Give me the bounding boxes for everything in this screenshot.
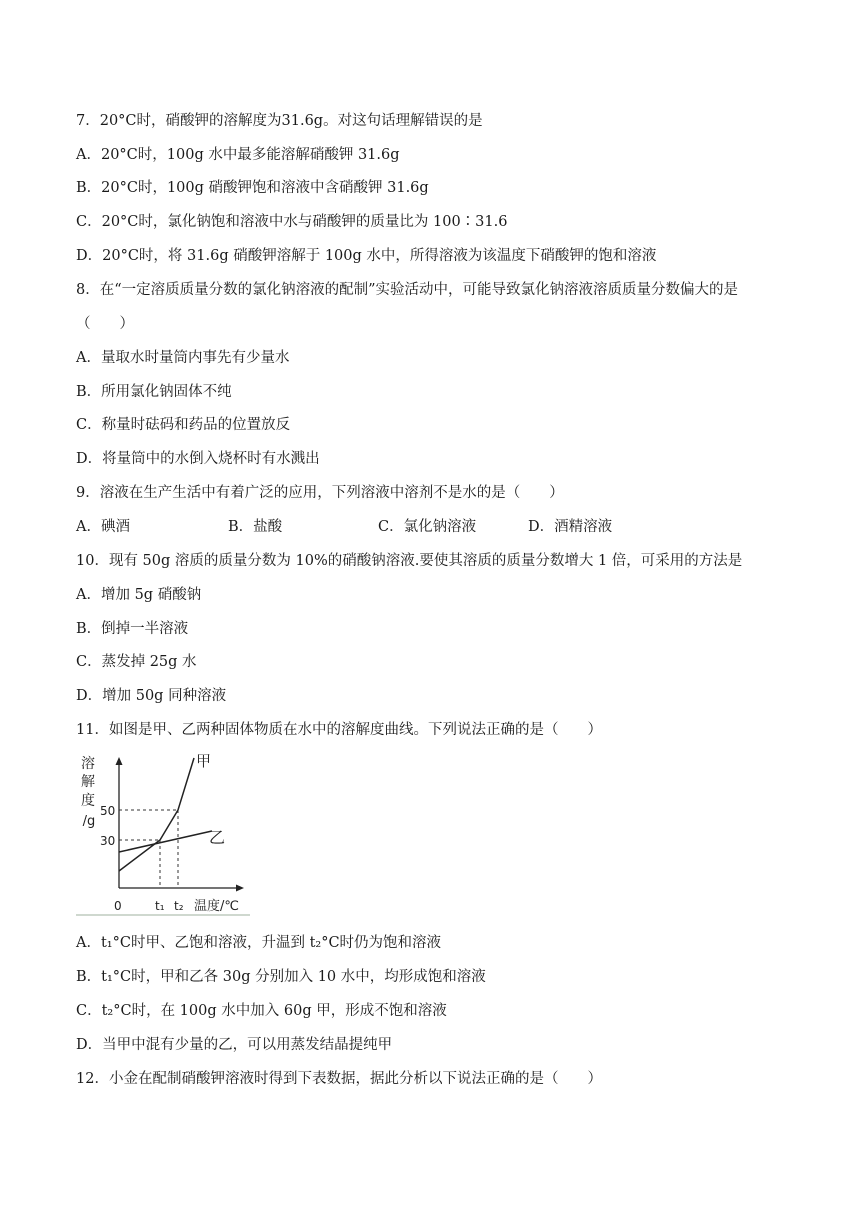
q9-option-b: B．盐酸	[228, 519, 283, 535]
q9-option-a: A．碘酒	[76, 519, 130, 535]
y-tick-30: 30	[100, 834, 116, 848]
q8-option-b: B．所用氯化钠固体不纯	[76, 384, 232, 400]
q7-option-c: C．20°C时，氯化钠饱和溶液中水与硝酸钾的质量比为 100∶31.6	[76, 214, 508, 230]
y-axis-label-unit: /g	[82, 814, 96, 829]
y-axis-label-char-2: 解	[81, 774, 95, 790]
q11-option-d: D．当甲中混有少量的乙，可以用蒸发结晶提纯甲	[76, 1037, 393, 1053]
q11-stem: 11．如图是甲、乙两种固体物质在水中的溶解度曲线。下列说法正确的是（ ）	[76, 722, 602, 738]
q8-option-c: C．称量时砝码和药品的位置放反	[76, 417, 291, 433]
q8-option-d: D．将量筒中的水倒入烧杯时有水溅出	[76, 451, 320, 467]
q9-stem: 9．溶液在生产生活中有着广泛的应用，下列溶液中溶剂不是水的是（ ）	[76, 485, 564, 501]
q8-stem: 8．在“一定溶质质量分数的氯化钠溶液的配制”实验活动中，可能导致氯化钠溶液溶质质量分数偏大的是	[76, 282, 739, 298]
q7-option-b: B．20°C时，100g 硝酸钾饱和溶液中含硝酸钾 31.6g	[76, 180, 429, 196]
x-tick-t2: t₂	[174, 899, 184, 913]
q9-option-c: C．氯化钠溶液	[378, 519, 477, 535]
q9-option-d: D．酒精溶液	[528, 519, 613, 535]
q11-option-b: B．t₁°C时，甲和乙各 30g 分别加入 10 水中，均形成饱和溶液	[76, 969, 486, 985]
q10-option-d: D．增加 50g 同种溶液	[76, 688, 227, 704]
q12-stem: 12．小金在配制硝酸钾溶液时得到下表数据，据此分析以下说法正确的是（ ）	[76, 1071, 602, 1087]
q10-option-b: B．倒掉一半溶液	[76, 621, 189, 637]
q7-option-d: D．20°C时，将 31.6g 硝酸钾溶解于 100g 水中，所得溶液为该温度下硝酸钾的饱和溶液	[76, 248, 657, 264]
y-axis-label-char-3: 度	[81, 793, 95, 809]
q10-option-c: C．蒸发掉 25g 水	[76, 654, 197, 670]
x-tick-t1: t₁	[155, 899, 165, 913]
q7-option-a: A．20°C时，100g 水中最多能溶解硝酸钾 31.6g	[76, 147, 400, 163]
q11-option-c: C．t₂°C时，在 100g 水中加入 60g 甲，形成不饱和溶液	[76, 1003, 447, 1019]
y-axis-label-char-1: 溶	[81, 756, 95, 772]
q8-stem-bracket: （ ）	[76, 316, 134, 332]
q11-option-a: A．t₁°C时甲、乙饱和溶液，升温到 t₂°C时仍为饱和溶液	[76, 935, 442, 951]
x-axis-label: 温度/℃	[194, 899, 239, 914]
q10-option-a: A．增加 5g 硝酸钠	[76, 587, 202, 603]
q10-stem: 10．现有 50g 溶质的质量分数为 10%的硝酸钠溶液.要使其溶质的质量分数增大 1 倍，可采用的方法是	[76, 553, 743, 569]
y-tick-50: 50	[100, 804, 116, 818]
origin-label: 0	[114, 899, 122, 913]
series-yi-label: 乙	[209, 828, 226, 847]
q7-stem: 7．20°C时，硝酸钾的溶解度为31.6g。对这句话理解错误的是	[76, 113, 483, 129]
solubility-curve-figure	[76, 748, 250, 918]
q8-option-a: A．量取水时量筒内事先有少量水	[76, 350, 290, 366]
series-jia-label: 甲	[196, 752, 212, 770]
